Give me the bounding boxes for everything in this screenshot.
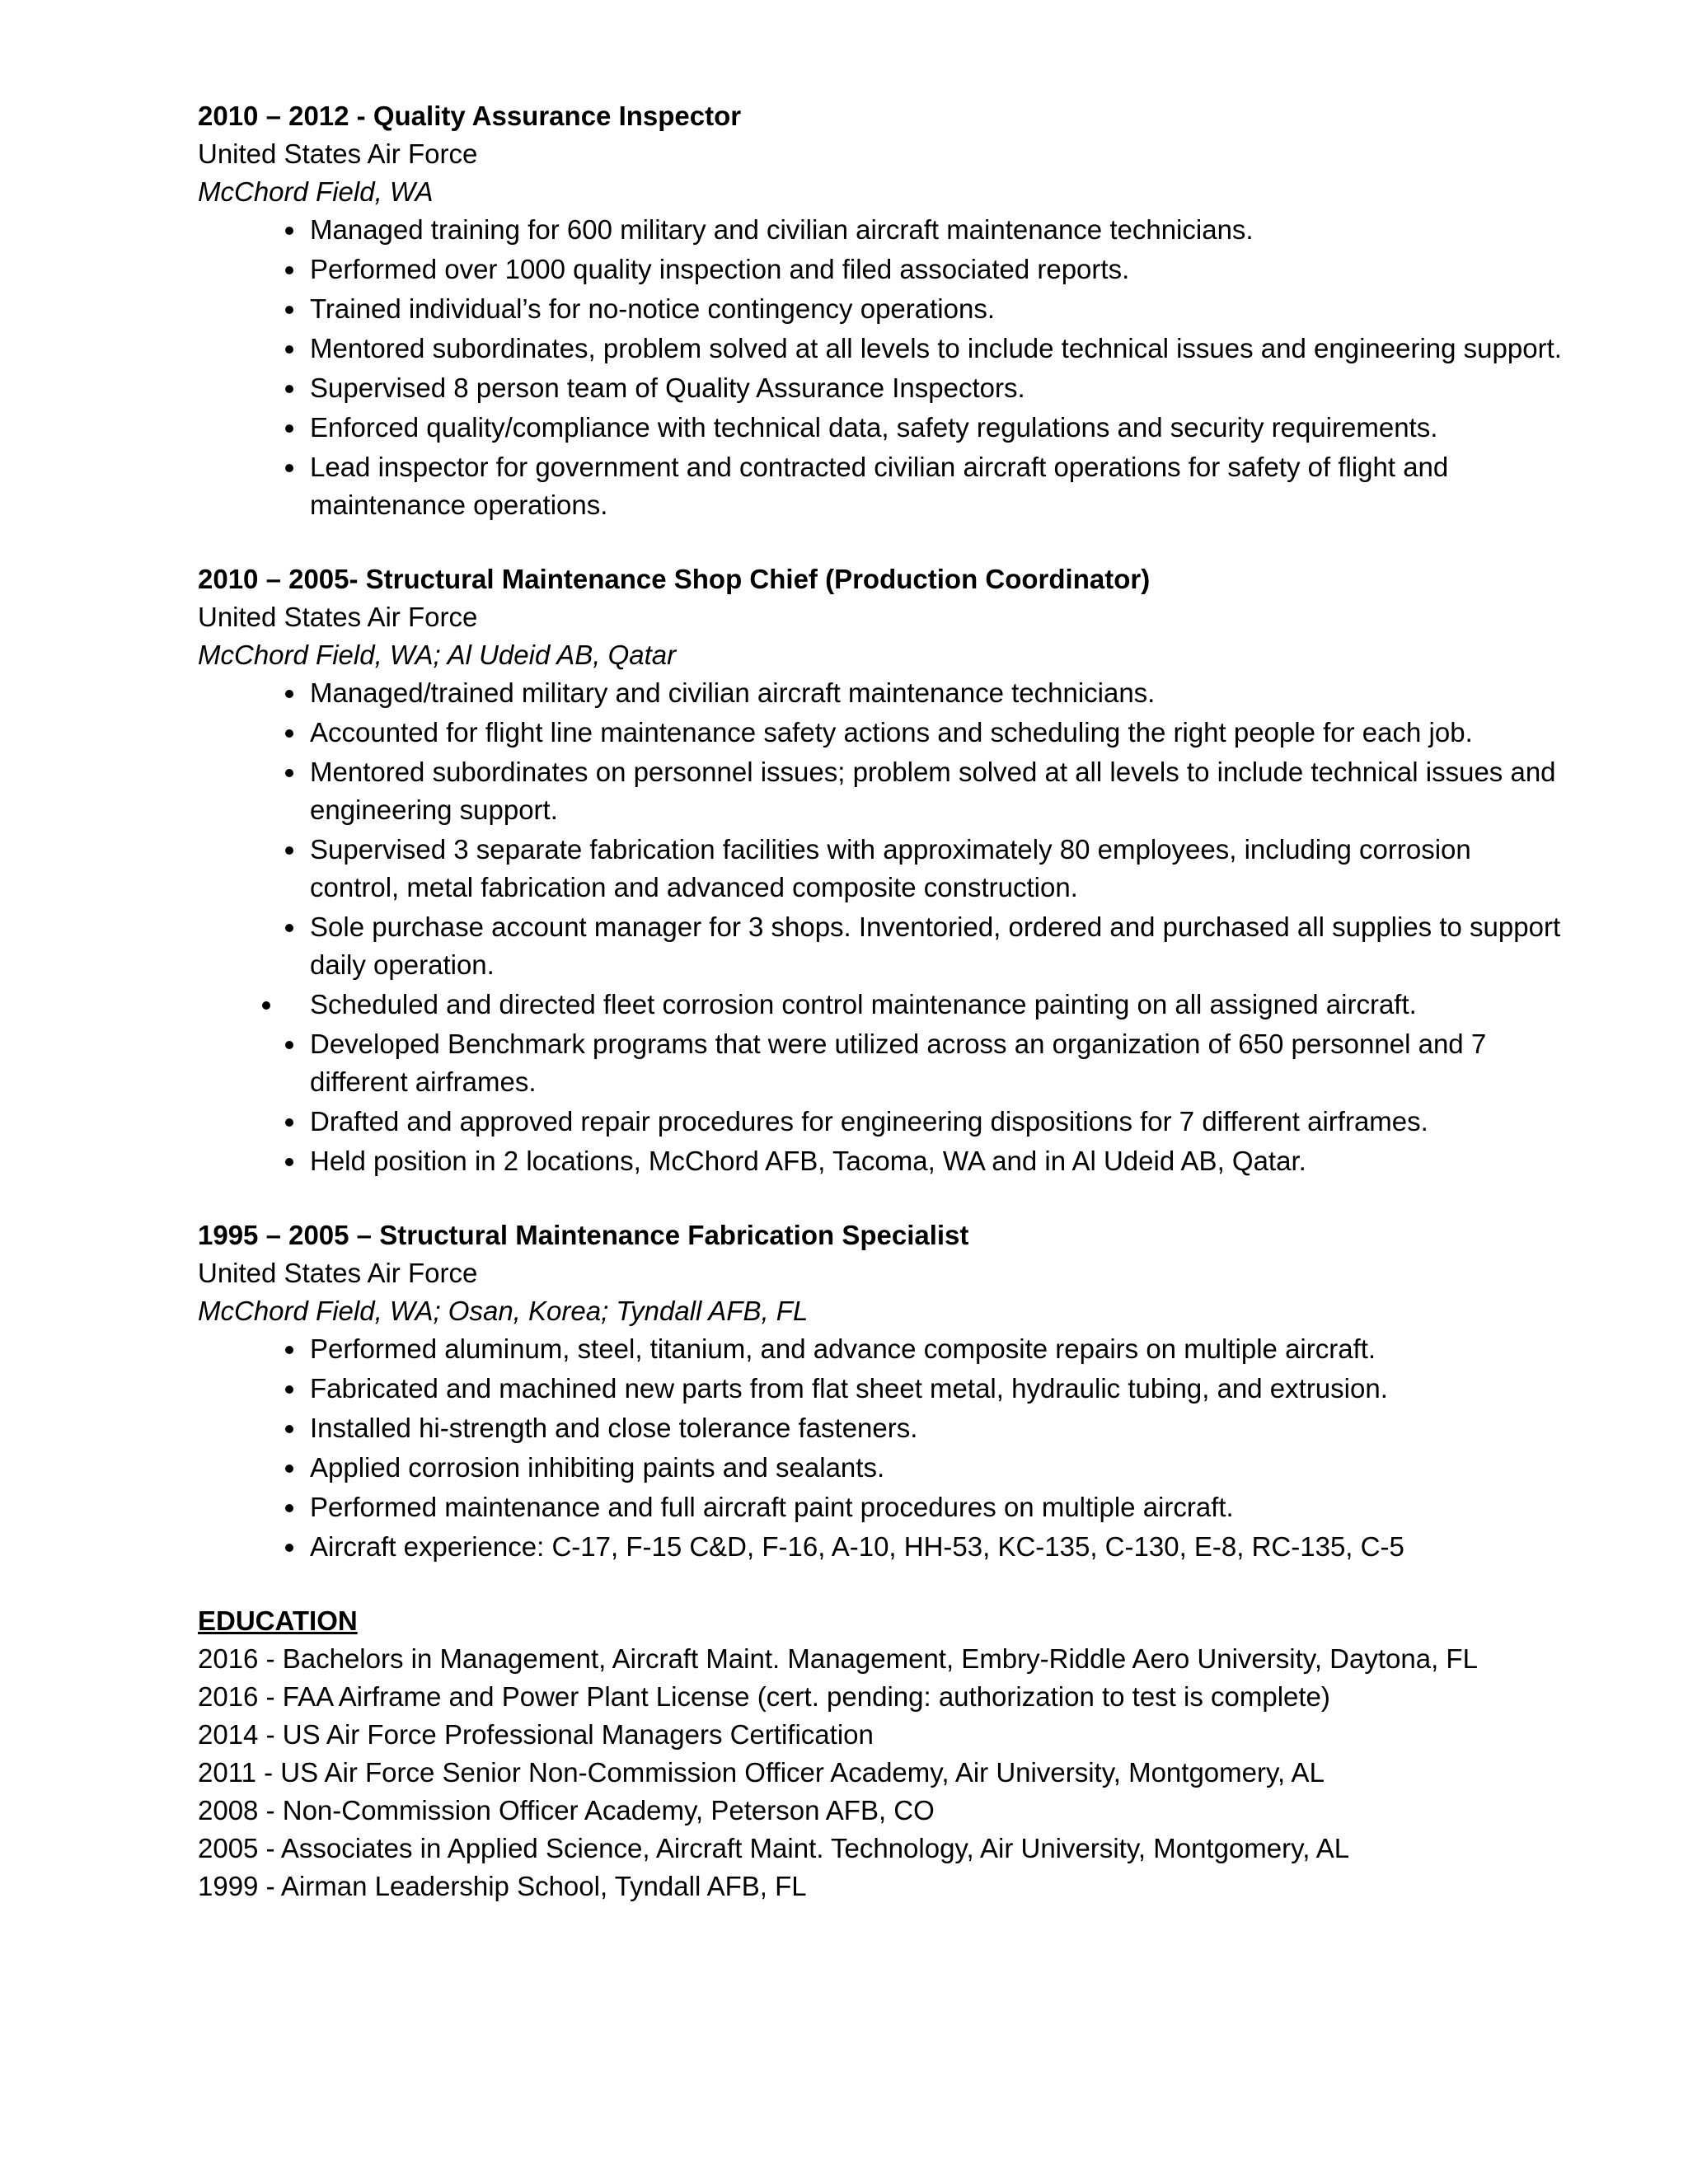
education-entry: 2011 - US Air Force Senior Non-Commission Officer Academy, Air University, Montgomery, AL (198, 1757, 1325, 1788)
list-item: Aircraft experience: C-17, F-15 C&D, F-16, A-10, HH-53, KC-135, C-130, E-8, RC-135, C-5 (198, 1528, 1566, 1566)
list-item: Mentored subordinates on personnel issues; problem solved at all levels to include technical issues and engineering support. (198, 753, 1566, 829)
job-bullet-list (198, 1330, 1566, 1566)
education-heading: EDUCATION (198, 1605, 358, 1636)
job-entry-qa-inspector (198, 97, 1566, 524)
job-bullet-list (198, 211, 1566, 524)
list-item: Managed training for 600 military and civilian aircraft maintenance technicians. (198, 211, 1566, 249)
list-item: Trained individual’s for no-notice contingency operations. (198, 290, 1566, 328)
education-entry: 2016 - Bachelors in Management, Aircraft Maint. Management, Embry-Riddle Aero University, Daytona, FL (198, 1643, 1478, 1674)
job-organization: United States Air Force (198, 138, 478, 169)
job-bullet-list (198, 674, 1566, 1180)
list-item: Fabricated and machined new parts from flat sheet metal, hydraulic tubing, and extrusion. (198, 1370, 1566, 1408)
list-item: Performed aluminum, steel, titanium, and advance composite repairs on multiple aircraft. (198, 1330, 1566, 1368)
education-entry: 1999 - Airman Leadership School, Tyndall AFB, FL (198, 1871, 807, 1901)
list-item: Drafted and approved repair procedures for engineering dispositions for 7 different airframes. (198, 1103, 1566, 1141)
education-entry: 2005 - Associates in Applied Science, Aircraft Maint. Technology, Air University, Montgomery, AL (198, 1833, 1350, 1863)
job-organization: United States Air Force (198, 1258, 478, 1288)
list-item: Applied corrosion inhibiting paints and sealants. (198, 1449, 1566, 1487)
list-item: Sole purchase account manager for 3 shops. Inventoried, ordered and purchased all supplies to support daily operation. (198, 908, 1566, 984)
list-item: Accounted for flight line maintenance safety actions and scheduling the right people for each job. (198, 714, 1566, 752)
list-item: Held position in 2 locations, McChord AFB, Tacoma, WA and in Al Udeid AB, Qatar. (198, 1142, 1566, 1180)
job-title: 1995 – 2005 – Structural Maintenance Fabrication Specialist (198, 1220, 969, 1250)
job-organization: United States Air Force (198, 602, 478, 632)
education-entry: 2016 - FAA Airframe and Power Plant License (cert. pending: authorization to test is complete) (198, 1681, 1330, 1712)
list-item: Scheduled and directed fleet corrosion control maintenance painting on all assigned aircraft. (198, 986, 1566, 1024)
education-entry: 2008 - Non-Commission Officer Academy, Peterson AFB, CO (198, 1795, 935, 1825)
job-title: 2010 – 2005- Structural Maintenance Shop Chief (Production Coordinator) (198, 564, 1151, 594)
job-location: McChord Field, WA (198, 176, 434, 207)
list-item: Lead inspector for government and contracted civilian aircraft operations for safety of flight and maintenance operations. (198, 448, 1566, 524)
list-item: Performed maintenance and full aircraft paint procedures on multiple aircraft. (198, 1488, 1566, 1526)
list-item: Managed/trained military and civilian aircraft maintenance technicians. (198, 674, 1566, 712)
list-item: Supervised 8 person team of Quality Assurance Inspectors. (198, 369, 1566, 407)
list-item: Performed over 1000 quality inspection and filed associated reports. (198, 251, 1566, 288)
list-item: Developed Benchmark programs that were utilized across an organization of 650 personnel and 7 different airframes. (198, 1025, 1566, 1101)
education-section (198, 1602, 1566, 1905)
education-entry: 2014 - US Air Force Professional Managers Certification (198, 1719, 874, 1750)
job-entry-shop-chief (198, 560, 1566, 1180)
list-item: Enforced quality/compliance with technical data, safety regulations and security requirements. (198, 409, 1566, 447)
list-item: Mentored subordinates, problem solved at all levels to include technical issues and engineering support. (198, 330, 1566, 368)
job-entry-fabrication-specialist (198, 1216, 1566, 1566)
job-location: McChord Field, WA; Al Udeid AB, Qatar (198, 640, 677, 670)
list-item: Supervised 3 separate fabrication facilities with approximately 80 employees, including corrosion control, metal fabrication and advanced composite construction. (198, 831, 1566, 907)
job-title: 2010 – 2012 - Quality Assurance Inspector (198, 101, 742, 131)
list-item: Installed hi-strength and close tolerance fasteners. (198, 1409, 1566, 1447)
resume-page (198, 97, 1566, 1905)
job-location: McChord Field, WA; Osan, Korea; Tyndall AFB, FL (198, 1296, 809, 1326)
